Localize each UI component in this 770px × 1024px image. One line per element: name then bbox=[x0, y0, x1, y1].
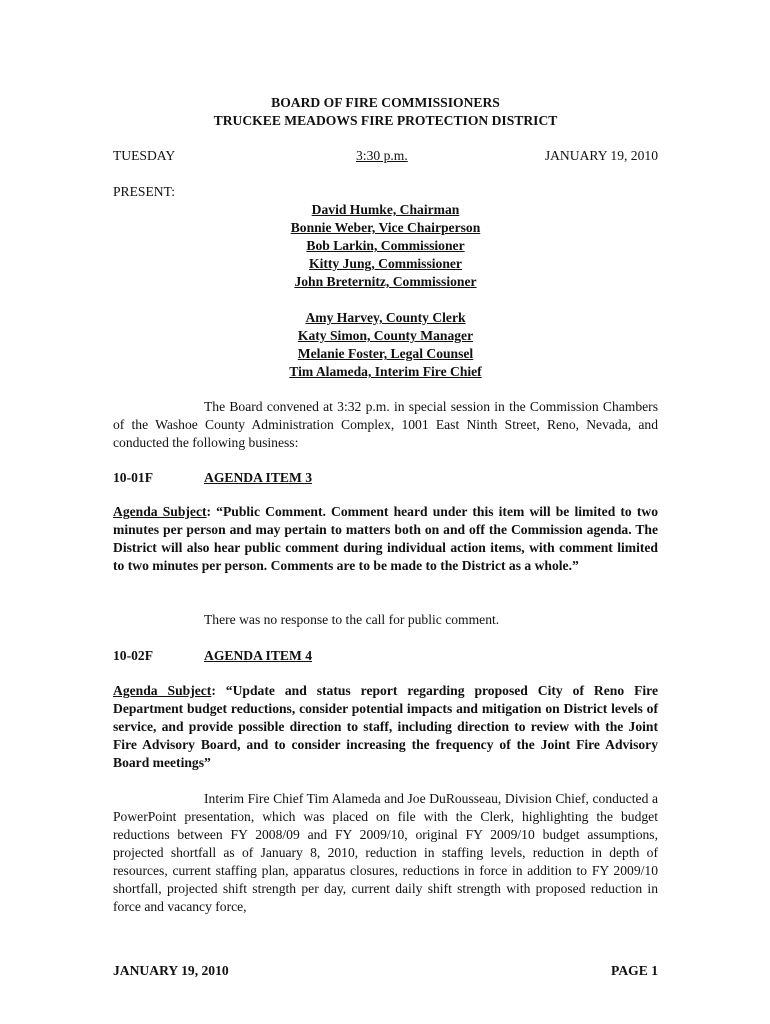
commissioner-name: Kitty Jung, Commissioner bbox=[309, 256, 462, 271]
agenda-item-heading bbox=[113, 469, 658, 487]
commissioner-name: David Humke, Chairman bbox=[311, 202, 460, 217]
commissioner-name: Bob Larkin, Commissioner bbox=[306, 238, 465, 253]
staff-name: Melanie Foster, Legal Counsel bbox=[297, 346, 474, 361]
agenda-subject-text: : “Public Comment. Comment heard under this item will be limited to two minutes per person and may pertain to matters both on and off the Commission agenda. The District will also hear public comment during individual action items, with comment limited to two minutes per person. Comments are to be made to the District as a whole.” bbox=[113, 504, 659, 573]
agenda-subject-label: Agenda Subject bbox=[113, 504, 207, 519]
meeting-date: JANUARY 19, 2010 bbox=[544, 148, 658, 163]
meeting-day: TUESDAY bbox=[113, 148, 176, 163]
agenda-item-title: AGENDA ITEM 3 bbox=[204, 470, 313, 485]
staff-name: Katy Simon, County Manager bbox=[297, 328, 474, 343]
agenda-item-title: AGENDA ITEM 4 bbox=[204, 648, 313, 663]
agenda-subject bbox=[113, 682, 658, 772]
footer-date: JANUARY 19, 2010 bbox=[113, 963, 229, 978]
agenda-subject-text: : “Update and status report regarding proposed City of Reno Fire Department budget reductions, consider potential impacts and mitigation on District levels of service, and provide possible direction to staff, including direction to review with the Joint Fire Advisory Board, and to consider increasing the frequency of the Joint Fire Advisory Board meetings” bbox=[113, 683, 658, 770]
commissioners-list bbox=[113, 201, 658, 291]
staff-list bbox=[113, 309, 658, 381]
agenda-item-body: There was no response to the call for public comment. bbox=[204, 612, 500, 627]
staff-name: Amy Harvey, County Clerk bbox=[305, 310, 466, 325]
page-number: PAGE 1 bbox=[611, 963, 658, 978]
agenda-subject-label: Agenda Subject bbox=[113, 683, 212, 698]
agenda-item-heading bbox=[113, 647, 658, 665]
agenda-item-number: 10-01F bbox=[113, 470, 154, 485]
agenda-item-number: 10-02F bbox=[113, 648, 154, 663]
agenda-item-body: Interim Fire Chief Tim Alameda and Joe DuRousseau, Division Chief, conducted a PowerPoint presentation, which was placed on file with the Clerk, highlighting the budget reductions between FY 2008/09 and FY 2009/10, original FY 2009/10 budget assumptions, projected shortfall as of January 8, 2010, reduction in staffing levels, reduction in depth of resources, current staffing plan, apparatus closures, reductions in force in addition to FY 2009/10 shortfall, projected shift strength per day, current daily shift strength with proposed reduction in force and vacancy force, bbox=[113, 791, 658, 914]
page-footer bbox=[113, 962, 658, 980]
document-header bbox=[113, 94, 658, 130]
meeting-dateline bbox=[113, 147, 658, 165]
header-line-2: TRUCKEE MEADOWS FIRE PROTECTION DISTRICT bbox=[213, 113, 558, 128]
meeting-time: 3:30 p.m. bbox=[356, 148, 408, 163]
intro-paragraph: The Board convened at 3:32 p.m. in special session in the Commission Chambers of the Washoe County Administration Complex, 1001 East Ninth Street, Reno, Nevada, and conducted the following business: bbox=[113, 399, 658, 450]
agenda-subject bbox=[113, 503, 658, 575]
staff-name: Tim Alameda, Interim Fire Chief bbox=[289, 364, 482, 379]
header-line-1: BOARD OF FIRE COMMISSIONERS bbox=[271, 95, 500, 110]
commissioner-name: Bonnie Weber, Vice Chairperson bbox=[290, 220, 481, 235]
present-label: PRESENT: bbox=[113, 184, 176, 199]
commissioner-name: John Breternitz, Commissioner bbox=[294, 274, 477, 289]
